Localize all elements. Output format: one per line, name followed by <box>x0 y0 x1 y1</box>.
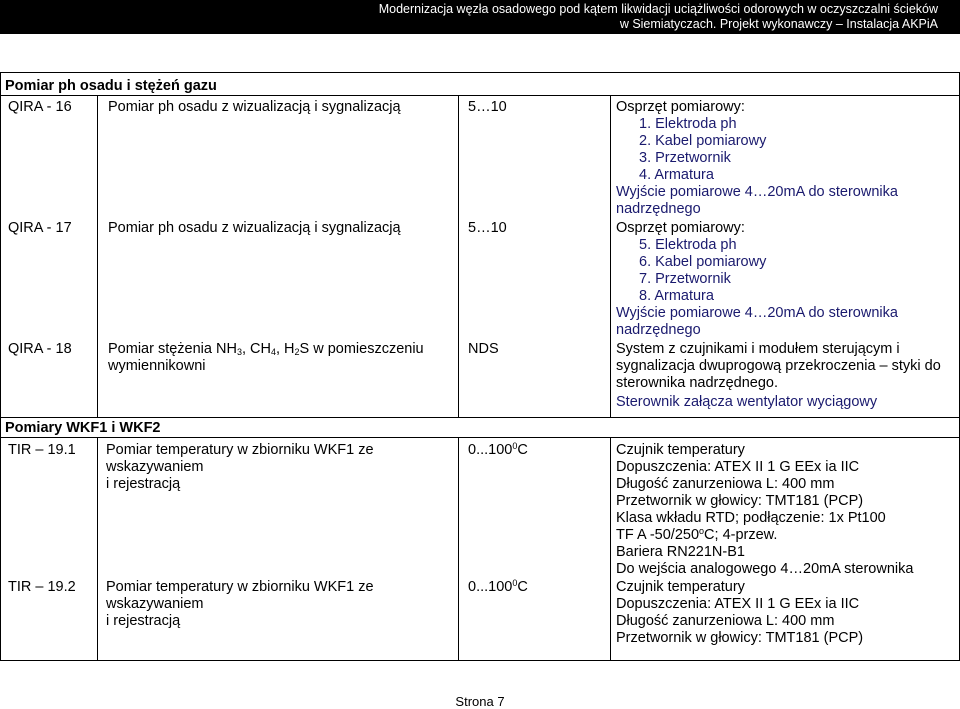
row-description: Pomiar ph osadu z wizualizacją i sygnalizacją <box>108 220 401 236</box>
equipment-line: Czujnik temperatury <box>616 442 745 458</box>
col-divider-1b <box>97 437 98 660</box>
row-range: 5…10 <box>468 99 507 115</box>
equipment-item: 7. Przetwornik <box>639 271 731 287</box>
equipment-line: Przetwornik w głowicy: TMT181 (PCP) <box>616 630 864 646</box>
equipment-item: 4. Armatura <box>639 167 714 183</box>
row-description-cont: i rejestracją <box>106 476 181 492</box>
table-border-bottom <box>0 660 960 661</box>
section-title: Pomiary WKF1 i WKF2 <box>5 420 161 436</box>
col-divider-2a <box>458 95 459 417</box>
equipment-item: 6. Kabel pomiarowy <box>639 254 767 270</box>
row-description: Pomiar stężenia $NH_3$, $CH_4$, $H_2S$ w pomieszczeniu <box>108 341 424 357</box>
document-header <box>0 0 960 34</box>
row-range: 0...100$^0$C <box>468 441 528 458</box>
equipment-item: 3. Przetwornik <box>639 150 731 166</box>
section1-title-rule <box>0 95 960 96</box>
equipment-line: sterownika nadrzędnego. <box>616 375 779 391</box>
col-divider-3a <box>610 95 611 417</box>
equipment-line: Długość zanurzeniowa L: 400 mm <box>616 613 835 629</box>
table-border-top <box>0 72 960 73</box>
col-divider-2b <box>458 437 459 660</box>
equipment-item: 5. Elektroda ph <box>639 237 737 253</box>
row-description-cont: wskazywaniem <box>106 596 204 612</box>
row-range: NDS <box>468 341 499 357</box>
equipment-line: System z czujnikami i modułem sterującym i <box>616 341 900 357</box>
section2-title-rule <box>0 437 960 438</box>
equipment-title: Osprzęt pomiarowy: <box>616 220 745 236</box>
equipment-line: sygnalizacja dwuprogową przekroczenia – styki do <box>616 358 941 374</box>
row-description-cont: i rejestracją <box>106 613 181 629</box>
page-number: Strona 7 <box>455 694 505 709</box>
equipment-line: Długość zanurzeniowa L: 400 mm <box>616 476 835 492</box>
row-tag: QIRA - 17 <box>8 220 72 236</box>
equipment-item: 2. Kabel pomiarowy <box>639 133 767 149</box>
row-tag: QIRA - 16 <box>8 99 72 115</box>
equipment-line: Przetwornik w głowicy: TMT181 (PCP) <box>616 493 864 509</box>
row-description: Pomiar temperatury w zbiorniku WKF1 ze <box>106 579 374 595</box>
table-border-left <box>0 72 1 660</box>
output-spec: nadrzędnego <box>616 201 701 217</box>
col-divider-1a <box>97 95 98 417</box>
output-spec: nadrzędnego <box>616 322 701 338</box>
row-description-cont: wskazywaniem <box>106 459 204 475</box>
row-tag: TIR – 19.2 <box>8 579 76 595</box>
output-spec: Wyjście pomiarowe 4…20mA do sterownika <box>616 305 898 321</box>
equipment-item: 1. Elektroda ph <box>639 116 737 132</box>
equipment-item: 8. Armatura <box>639 288 714 304</box>
section1-bottom-rule <box>0 417 960 418</box>
section-title: Pomiar ph osadu i stężeń gazu <box>5 78 217 94</box>
equipment-line: Dopuszczenia: ATEX II 1 G EEx ia IIC <box>616 596 860 612</box>
row-tag: QIRA - 18 <box>8 341 72 357</box>
col-divider-3b <box>610 437 611 660</box>
equipment-line: Klasa wkładu RTD; podłączenie: 1x Pt100 <box>616 510 886 526</box>
row-tag: TIR – 19.1 <box>8 442 76 458</box>
equipment-line: Bariera RN221N-B1 <box>616 544 745 560</box>
equipment-line: Czujnik temperatury <box>616 579 745 595</box>
equipment-line: Do wejścia analogowego 4…20mA sterownika <box>616 561 914 577</box>
row-range: 0...100$^0$C <box>468 578 528 595</box>
equipment-line: TF A -50/250$^o$C; 4-przew. <box>616 526 778 543</box>
equipment-note: Sterownik załącza wentylator wyciągowy <box>616 394 878 410</box>
equipment-line: Dopuszczenia: ATEX II 1 G EEx ia IIC <box>616 459 860 475</box>
header-line-2: w Siemiatyczach. Projekt wykonawczy – Instalacja AKPiA <box>619 16 938 31</box>
row-description: Pomiar ph osadu z wizualizacją i sygnalizacją <box>108 99 401 115</box>
row-description: Pomiar temperatury w zbiorniku WKF1 ze <box>106 442 374 458</box>
header-line-1: Modernizacja węzła osadowego pod kątem likwidacji uciążliwości odorowych w oczyszczalni ścieków <box>378 2 938 16</box>
row-description-cont: wymiennikowni <box>108 358 206 374</box>
equipment-title: Osprzęt pomiarowy: <box>616 99 745 115</box>
output-spec: Wyjście pomiarowe 4…20mA do sterownika <box>616 184 898 200</box>
row-range: 5…10 <box>468 220 507 236</box>
